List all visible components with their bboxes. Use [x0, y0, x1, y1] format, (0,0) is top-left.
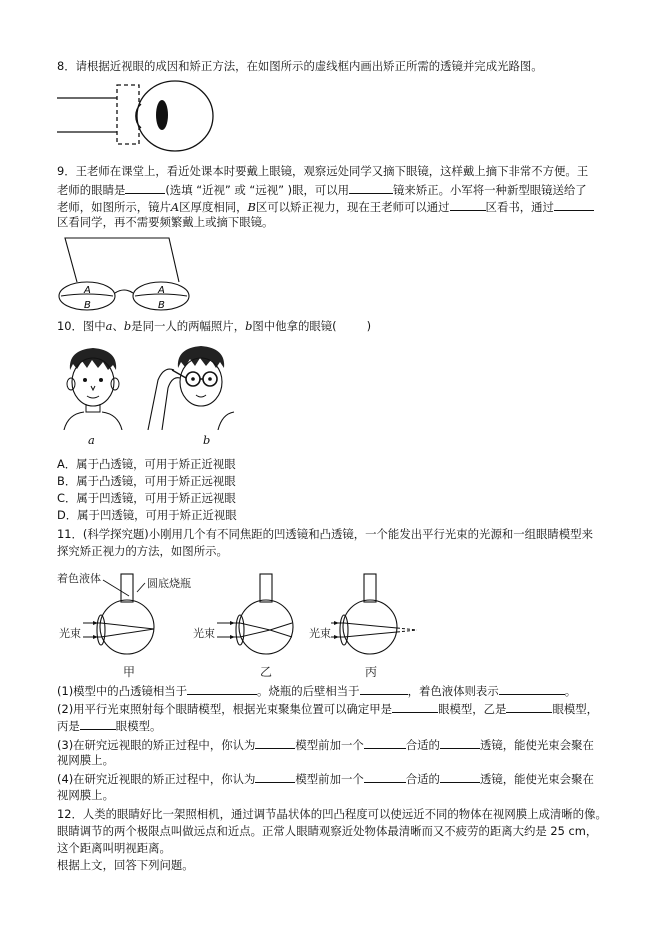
crystalline-lens: [156, 100, 168, 130]
answer-blank[interactable]: [255, 736, 295, 749]
q11-part4: (4)在研究近视眼的矫正过程中，你认为 模型前加一个 合适的 透镜，能使光束会聚在: [57, 772, 594, 786]
flask-yi: [239, 600, 293, 654]
option-b[interactable]: B．属于凸透镜，可用于矫正远视眼: [57, 474, 236, 488]
eyeball: [137, 81, 213, 151]
answer-blank[interactable]: [506, 700, 552, 713]
answer-blank[interactable]: [125, 181, 165, 194]
answer-blank[interactable]: [187, 682, 257, 695]
answer-blank[interactable]: [392, 700, 438, 713]
option-c[interactable]: C．属于凹透镜，可用于矫正远视眼: [57, 491, 236, 505]
label-jia: 甲: [123, 665, 136, 679]
q11-part4-cont: 视网膜上。: [57, 788, 114, 802]
lens-region-b: B: [158, 300, 165, 311]
beam-label: 光束: [59, 627, 81, 640]
answer-blank[interactable]: [360, 682, 408, 695]
option-a[interactable]: A．属于凸透镜，可用于矫正近视眼: [57, 457, 236, 471]
answer-blank[interactable]: [255, 770, 295, 783]
option-d[interactable]: D．属于凹透镜，可用于矫正近视眼: [57, 508, 237, 522]
label-bing: 丙: [365, 665, 378, 679]
lens-region-a: A: [158, 285, 165, 296]
q9-line4: 区看同学，再不需要频繁戴上或摘下眼镜。: [57, 215, 274, 229]
answer-blank[interactable]: [349, 181, 393, 194]
q9-line1: 9．王老师在课堂上，看近处课本时要戴上眼镜，观察远处同学又摘下眼镜，这样戴上摘下非常不方便。王: [57, 164, 589, 178]
answer-blank[interactable]: [450, 198, 486, 211]
answer-blank[interactable]: [499, 682, 565, 695]
answer-blank[interactable]: [364, 736, 406, 749]
q12-line1: 12．人类的眼睛好比一架照相机，通过调节晶状体的凹凸程度可以使远近不同的物体在视网膜上成清晰的像。: [57, 807, 607, 821]
q11-part3-cont: 视网膜上。: [57, 753, 114, 767]
lens-region-a: A: [84, 285, 91, 296]
q12-line3: 这个距离叫明视距离。: [57, 841, 171, 855]
answer-blank[interactable]: [440, 736, 480, 749]
q11-eye-models-figure: [55, 566, 425, 682]
q10-stem: 10．图中a、b是同一人的两幅照片，b图中他拿的眼镜( ): [57, 319, 372, 333]
q11-part2: (2)用平行光束照射每个眼睛模型，根据光束聚集位置可以确定甲是 眼模型，乙是 眼模型，: [57, 702, 599, 716]
q12-line2: 眼睛调节的两个极限点叫做远点和近点。正常人眼睛观察近处物体最清晰而又不疲劳的距离大约是 25 cm，: [57, 824, 598, 838]
answer-blank[interactable]: [364, 770, 406, 783]
q8-text: 8．请根据近视眼的成因和矫正方法，在如图所示的虚线框内画出矫正所需的透镜并完成光路图。: [57, 59, 543, 73]
q9-glasses-figure: [55, 232, 190, 316]
lens-region-b: B: [84, 300, 91, 311]
photo-caption-b: b: [203, 433, 211, 447]
liquid-label: 着色液体: [57, 572, 101, 585]
answer-blank[interactable]: [554, 198, 594, 211]
q11-line2: 探究矫正视力的方法，如图所示。: [57, 544, 228, 558]
q11-part2-cont: 丙是 眼模型。: [57, 719, 162, 733]
answer-blank[interactable]: [80, 717, 116, 730]
label-yi: 乙: [260, 665, 273, 679]
q11-part1: (1)模型中的凸透镜相当于 。烧瓶的后壁相当于 ，着色液体则表示 。: [57, 684, 577, 698]
q12-line4: 根据上文，回答下列问题。: [57, 858, 194, 872]
q10-photo-a: [58, 340, 128, 430]
q9-line3: 老师，如图所示，镜片A区厚度相同，B区可以矫正视力，现在王老师可以通过 区看书，通过: [57, 198, 594, 215]
q11-part3: (3)在研究远视眼的矫正过程中，你认为 模型前加一个 合适的 透镜，能使光束会聚在: [57, 738, 594, 752]
photo-caption-a: a: [88, 433, 95, 447]
beam-label: 光束: [193, 627, 215, 640]
flask-jia: [100, 600, 154, 654]
q10-photo-b: [146, 340, 241, 430]
beam-label: 光束: [309, 627, 331, 640]
answer-blank[interactable]: [440, 770, 480, 783]
flask-label: 圆底烧瓶: [147, 577, 191, 590]
q9-line2: 老师的眼睛是 (选填 “近视” 或 “远视” )眼，可以用 镜来矫正。小军将一种新型眼镜送给了: [57, 183, 587, 197]
q11-line1: 11．(科学探究题)小刚用几个有不同焦距的凹透镜和凸透镜，一个能发出平行光束的光源和一组眼睛模型来: [57, 527, 593, 541]
